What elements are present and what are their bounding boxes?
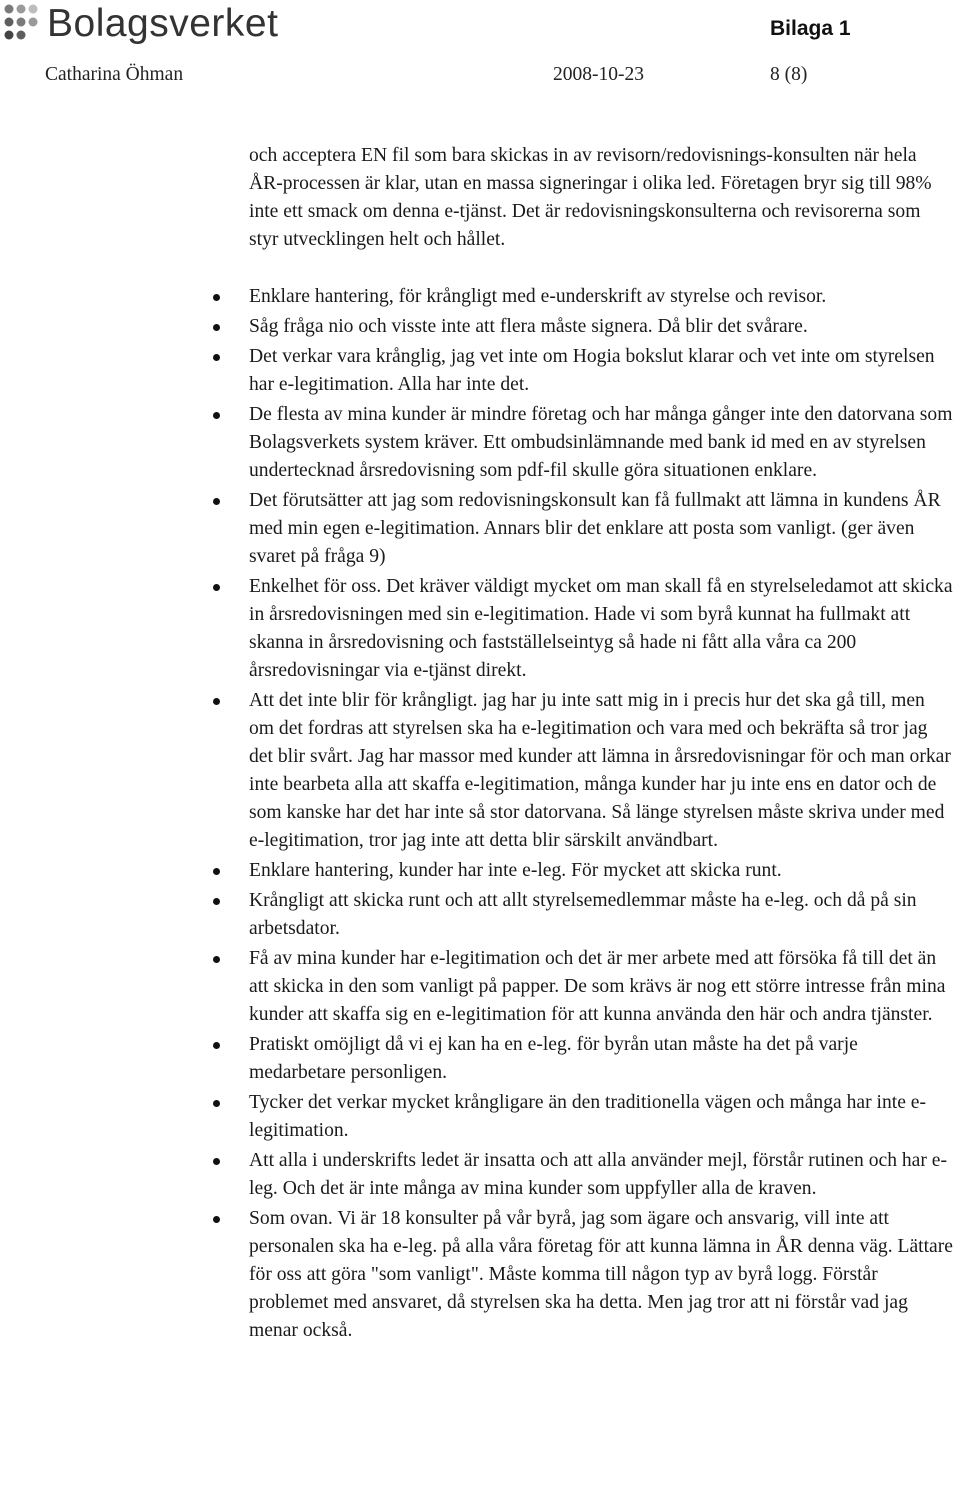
list-item: Som ovan. Vi är 18 konsulter på vår byrå, jag som ägare och ansvarig, vill inte att personalen ska ha e-leg. på alla våra företag för att kunna lämna in ÅR denna väg. Lättare för oss att göra "som vanligt". Måste komma till någon typ av byrå logg. Förstår problemet med ansvaret, då styrelsen ska ha detta. Men jag tror att ni förstår vad jag menar också. [249, 1205, 954, 1345]
list-item: Enkelhet för oss. Det kräver väldigt mycket om man skall få en styrelseledamot att skicka in årsredovisningen med sin e-legitimation. Hade vi som byrå kunnat ha fullmakt att skanna in årsredovisning och fastställelseintyg så hade ni fått alla våra ca 200 årsredovisningar via e-tjänst direkt. [249, 573, 954, 685]
list-item: Krångligt att skicka runt och att allt styrelsemedlemmar måste ha e-leg. och då på sin arbetsdator. [249, 887, 954, 943]
appendix-label: Bilaga 1 [770, 17, 851, 40]
logo-dots-icon [0, 2, 42, 46]
list-item: Tycker det verkar mycket krångligare än den traditionella vägen och många har inte e-legitimation. [249, 1089, 954, 1145]
list-item: Det verkar vara krånglig, jag vet inte om Hogia bokslut klarar och vet inte om styrelsen har e-legitimation. Alla har inte det. [249, 343, 954, 399]
list-item: De flesta av mina kunder är mindre företag och har många gånger inte den datorvana som Bolagsverkets system kräver. Ett ombudsinlämnande med bank id med en av styrelsen undertecknad årsredovisning som pdf-fil skulle göra situationen enklare. [249, 401, 954, 485]
list-item: Att det inte blir för krångligt. jag har ju inte satt mig in i precis hur det ska gå till, men om det fordras att styrelsen ska ha e-legitimation och vara med och bekräfta så tror jag det blir svårt. Jag har massor med kunder att lämna in årsredovisningar för och man orkar inte bearbeta alla att skaffa e-legitimation, många kunder har ju inte ens en dator och de som kanske har det har inte så stor datorvana. Så länge styrelsen måste skriva under med e-legitimation, tror jag inte att detta blir särskilt användbart. [249, 687, 954, 855]
author: Catharina Öhman [45, 64, 184, 85]
list-item: Såg fråga nio och visste inte att flera måste signera. Då blir det svårare. [249, 313, 954, 341]
page-number: 8 (8) [770, 64, 808, 85]
list-item: Enklare hantering, kunder har inte e-leg. För mycket att skicka runt. [249, 857, 954, 885]
list-item: Enklare hantering, för krångligt med e-underskrift av styrelse och revisor. [249, 283, 954, 311]
brand-name: Bolagsverket [47, 2, 279, 45]
response-list [249, 283, 954, 1347]
bolagsverket-logo [0, 2, 278, 46]
list-item: Pratiskt omöjligt då vi ej kan ha en e-leg. för byrån utan måste ha det på varje medarbetare personligen. [249, 1031, 954, 1087]
list-item: Det förutsätter att jag som redovisningskonsult kan få fullmakt att lämna in kundens ÅR med min egen e-legitimation. Annars blir det enklare att posta som vanligt. (ger även svaret på fråga 9) [249, 487, 954, 571]
list-item: Få av mina kunder har e-legitimation och det är mer arbete med att försöka få till det än att skicka in den som vanligt på papper. De som krävs är nog ett större intresse från mina kunder att skaffa sig en e-legitimation för att kunna använda den här och andra tjänster. [249, 945, 954, 1029]
intro-paragraph: och acceptera EN fil som bara skickas in av revisorn/redovisnings-konsulten när hela ÅR-processen är klar, utan en massa signeringar i olika led. Företagen bryr sig till 98% inte ett smack om denna e-tjänst. Det är redovisningskonsulterna och revisorerna som styr utvecklingen helt och hållet. [249, 145, 932, 250]
list-item: Att alla i underskrifts ledet är insatta och att alla använder mejl, förstår rutinen och har e-leg. Och det är inte många av mina kunder som uppfyller alla de kraven. [249, 1147, 954, 1203]
document-date: 2008-10-23 [553, 64, 644, 85]
